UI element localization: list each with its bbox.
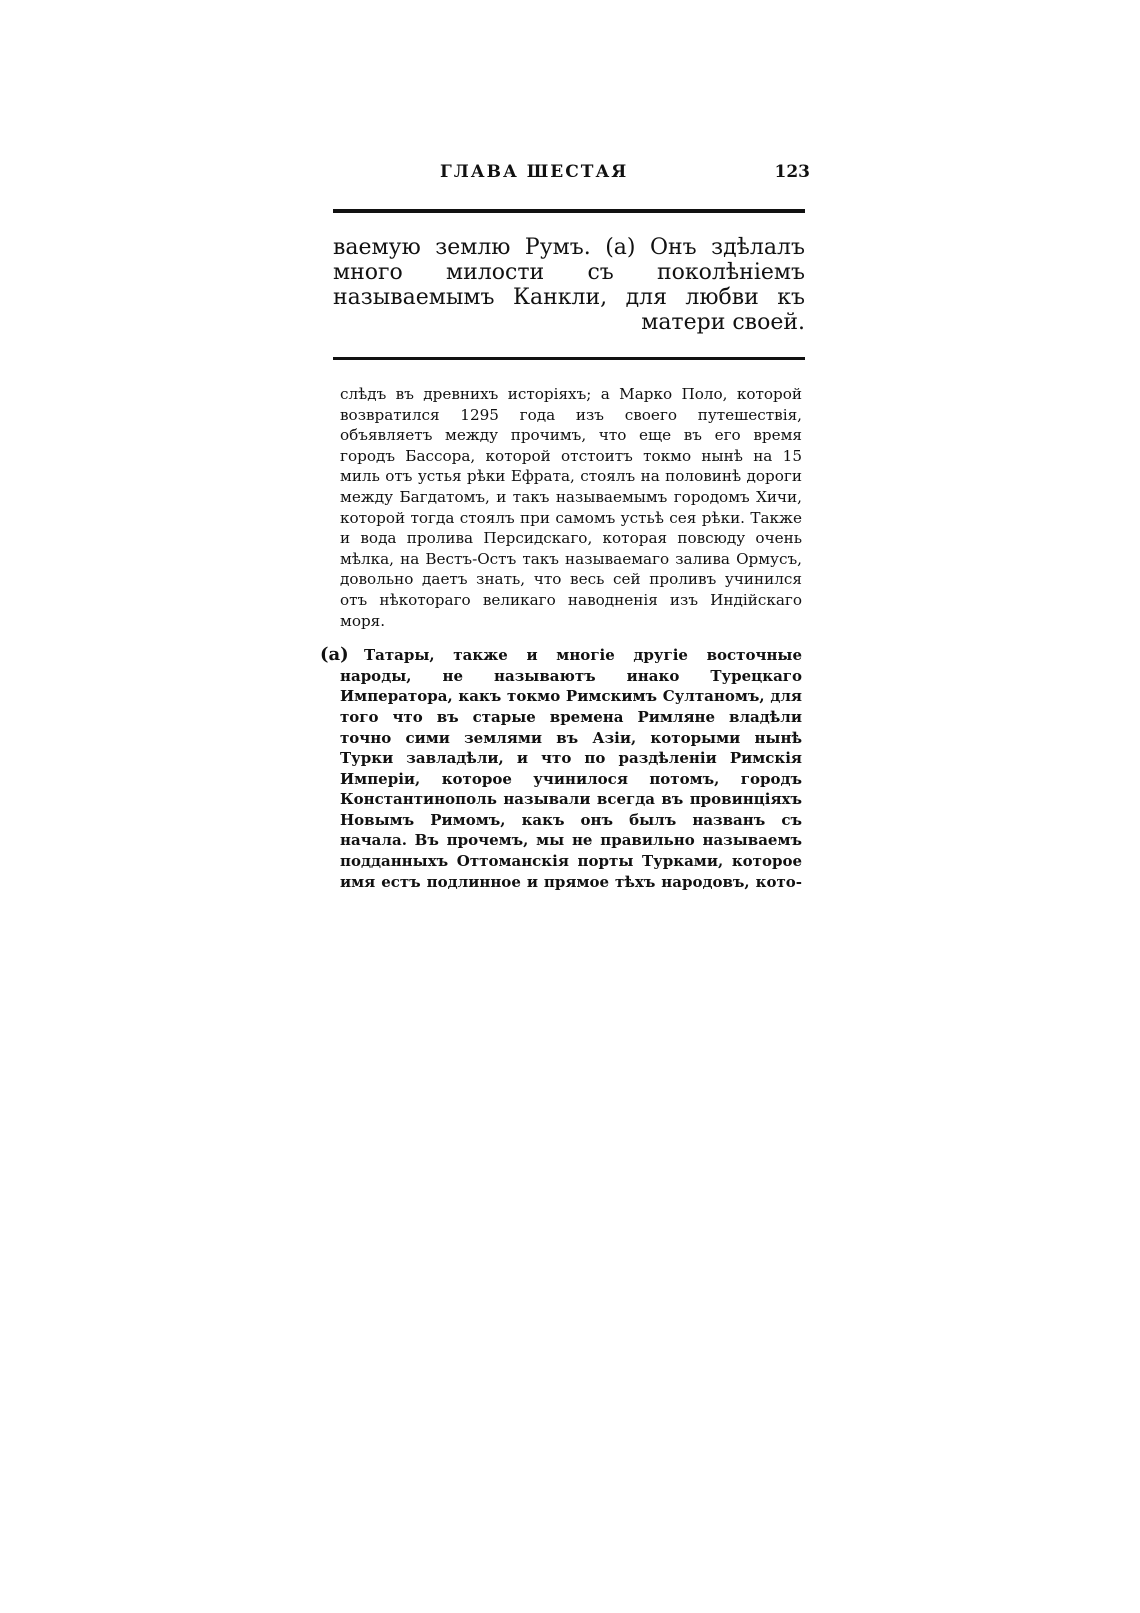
footnote-a-marker: (a) (320, 644, 349, 666)
footnote-a-text: Татары, также и многiе другiе восточные народы, не называютъ инако Турецкаго Императора, какъ токмо Римскимъ Султаномъ, для того что въ старые времена Римляне владѣли точно сими землями въ Азiи, которыми нынѣ Турки завладѣли, и что по раздѣленiи Римскiя Имперiи, которое учинилося потомъ, городъ Константинополь называли всегда въ провинцiяхъ Новымъ Римомъ, какъ онъ былъ названъ съ начала. Въ прочемъ, мы не правильно называемъ подданныхъ Оттоманскiя порты Турками, которое имя естъ подлинное и прямое тѣхъ народовъ, кото- (340, 646, 802, 891)
page-number: 123 (774, 162, 810, 182)
running-header (440, 162, 810, 192)
footnote-divider (333, 357, 805, 360)
footnote-continued: слѣдъ въ древнихъ исторiяхъ; а Марко Поло, которой возвратился 1295 года изъ своего путешествiя, объявляетъ между прочимъ, что еще въ его время городъ Бассора, которой отстоитъ токмо нынѣ на 15 миль отъ устья рѣки Ефрата, стоялъ на половинѣ дороги между Багдатомъ, и такъ называемымъ городомъ Хичи, которой тогда стоялъ при самомъ устьѣ сея рѣки. Также и вода пролива Персидскаго, которая повсюду очень мѣлка, на Вестъ-Остъ такъ называемаго залива Ормусъ, довольно даетъ знать, что весь сей проливъ учинился отъ нѣкотораго великаго наводненiя изъ Индiйскаго моря. (340, 385, 802, 630)
chapter-title: ГЛАВА ШЕСТАЯ (440, 162, 629, 182)
header-rule (333, 209, 805, 213)
main-text: ваемую землю Румъ. (a) Онъ здѣлалъ много милости съ поколѣнiемъ называемымъ Канкли, для любви къ матери своей. (333, 235, 805, 335)
footnotes (320, 384, 802, 892)
footnote-a (320, 644, 802, 892)
